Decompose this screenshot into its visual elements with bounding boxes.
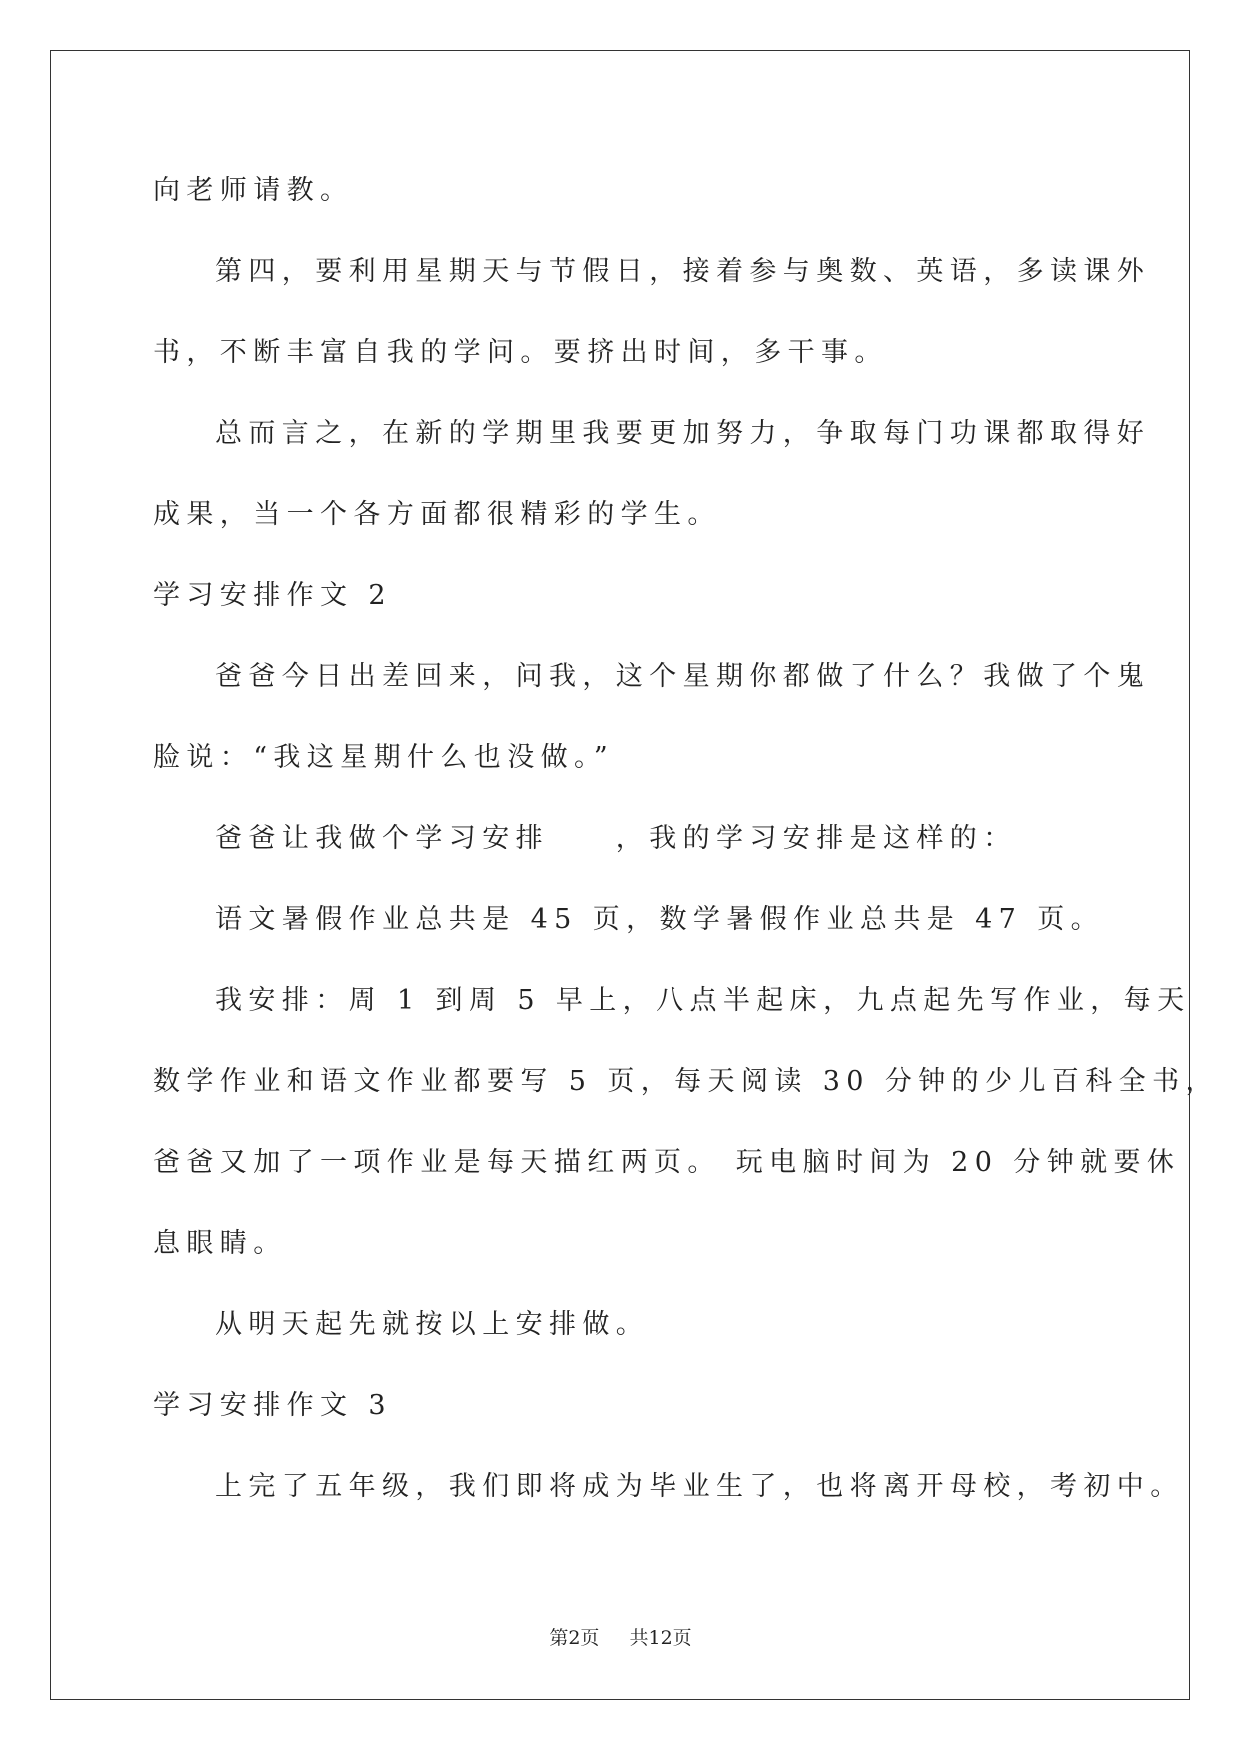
page-border [50, 50, 1190, 1700]
text-line: 上完了五年级，我们即将成为毕业生了，也将离开母校，考初中。 [215, 1471, 1184, 1502]
section-heading: 学习安排作文 2 [153, 580, 392, 611]
text-line: 我安排：周 1 到周 5 早上，八点半起床，九点起先写作业，每天 [215, 985, 1191, 1016]
section-heading: 学习安排作文 3 [153, 1390, 392, 1421]
text-line: 从明天起先就按以上安排做。 [215, 1309, 650, 1340]
page-footer [0, 1623, 1241, 1650]
text-line: 第四，要利用星期天与节假日，接着参与奥数、英语，多读课外 [215, 256, 1151, 287]
text-line: 息眼睛。 [153, 1228, 287, 1259]
text-line: 脸说：“我这星期什么也没做。” [153, 742, 615, 773]
text-line: 总而言之，在新的学期里我要更加努力，争取每门功课都取得好 [215, 418, 1151, 449]
text-line: 书，不断丰富自我的学问。要挤出时间，多干事。 [153, 337, 888, 368]
text-line: 爸爸又加了一项作业是每天描红两页。 玩电脑时间为 20 分钟就要休 [153, 1147, 1181, 1178]
page-total: 共12页 [629, 1627, 692, 1649]
text-line: 爸爸今日出差回来，问我，这个星期你都做了什么？我做了个鬼 [215, 661, 1151, 692]
page-number: 第2页 [549, 1627, 600, 1649]
text-line: 爸爸让我做个学习安排 ，我的学习安排是这样的： [215, 823, 1017, 854]
text-line: 成果，当一个各方面都很精彩的学生。 [153, 499, 721, 530]
text-line: 数学作业和语文作业都要写 5 页，每天阅读 30 分钟的少儿百科全书， [153, 1066, 1219, 1097]
text-line: 语文暑假作业总共是 45 页，数学暑假作业总共是 47 页。 [215, 904, 1105, 935]
text-line: 向老师请教。 [153, 175, 354, 206]
